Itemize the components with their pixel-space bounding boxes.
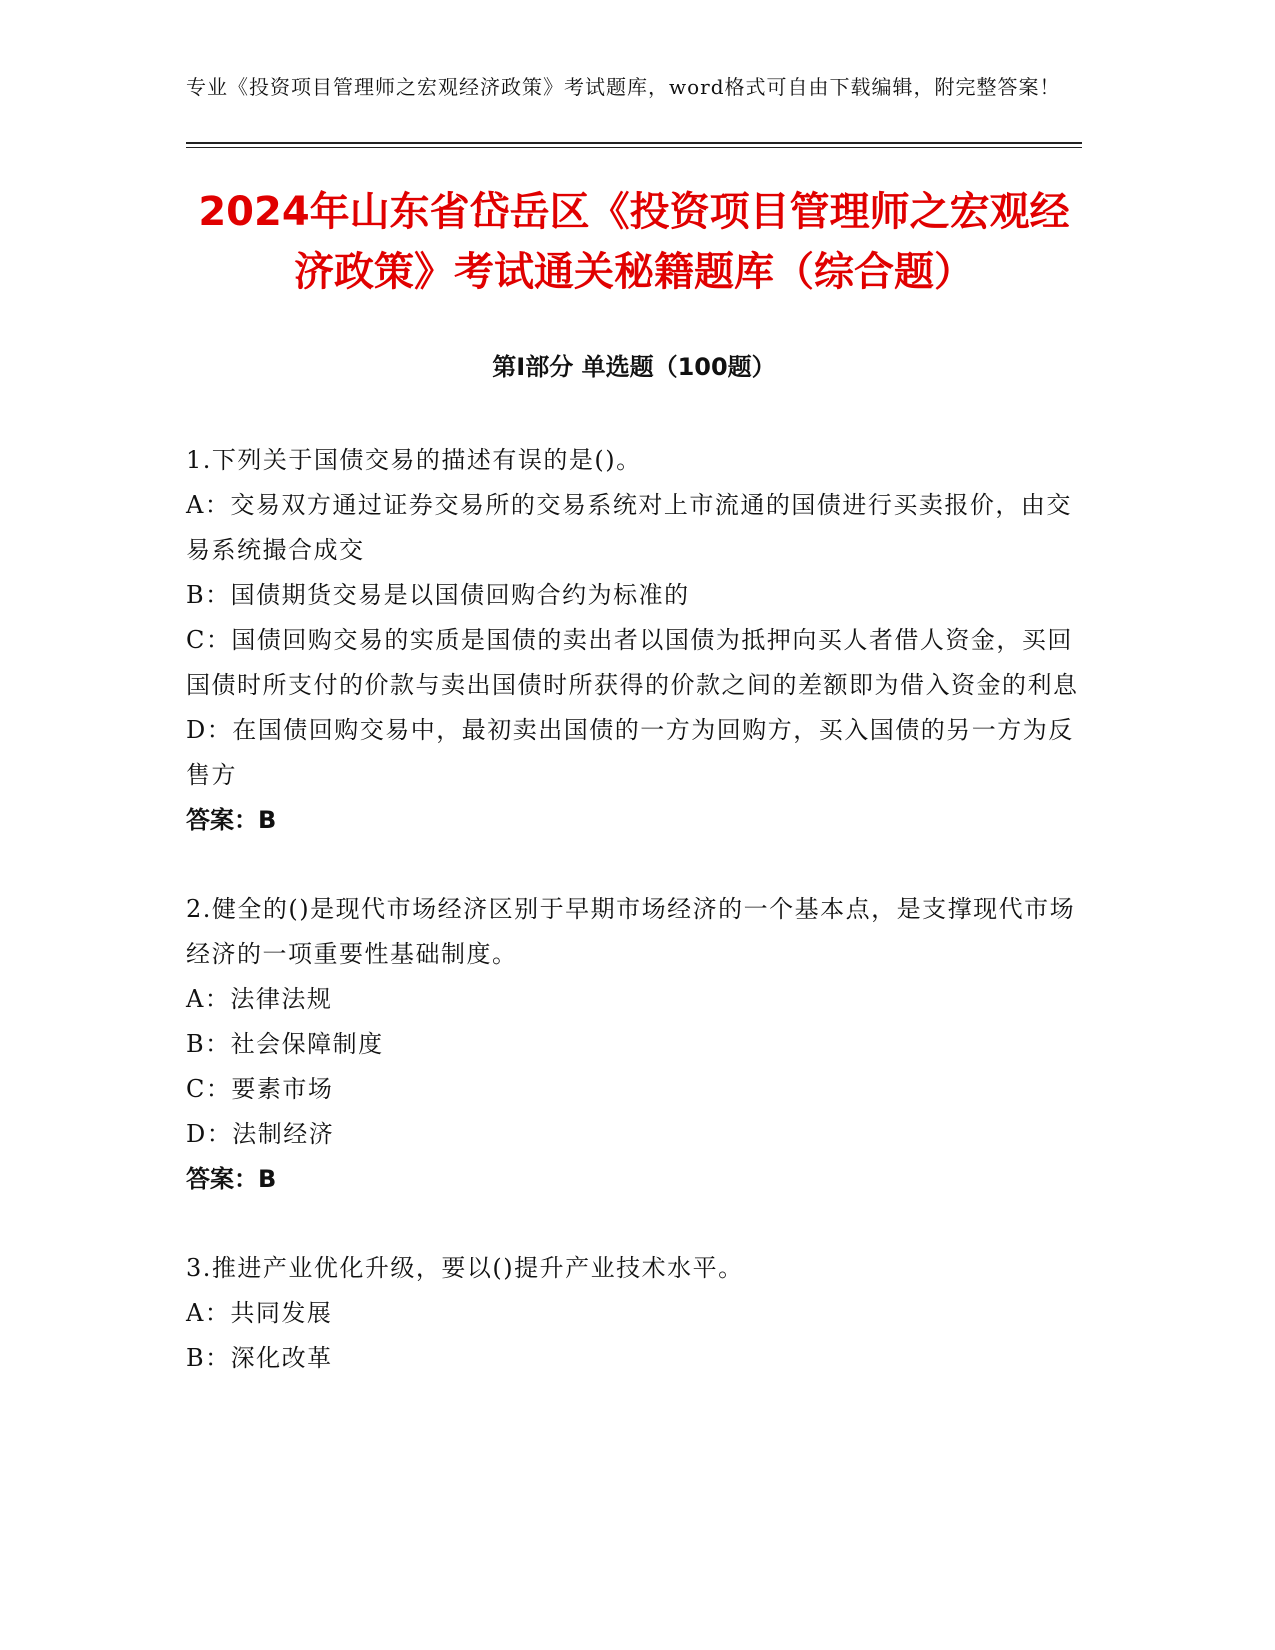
question-option-b: B：社会保障制度 [186,1030,384,1058]
question-item [186,1246,1082,1381]
document-page [186,70,1082,1425]
section-title: 第I部分 单选题（100题） [492,353,776,381]
question-option-a: A：交易双方通过证券交易所的交易系统对上市流通的国债进行买卖报价，由交易系统撮合成交 [186,491,1072,564]
question-answer: 答案：B [186,806,277,834]
question-stem: 3.推进产业优化升级，要以()提升产业技术水平。 [186,1254,744,1282]
question-stem: 1.下列关于国债交易的描述有误的是()。 [186,446,642,474]
question-answer: 答案：B [186,1165,277,1193]
question-option-b: B：国债期货交易是以国债回购合约为标准的 [186,581,690,609]
question-option-a: A：法律法规 [186,985,333,1013]
question-option-c: C：要素市场 [186,1075,334,1103]
document-title: 2024年山东省岱岳区《投资项目管理师之宏观经济政策》考试通关秘籍题库（综合题） [198,189,1070,295]
header-divider-thin [186,147,1082,148]
question-option-d: D：法制经济 [186,1120,335,1148]
question-item [186,887,1082,1202]
header-divider-thick [186,142,1082,144]
question-option-a: A：共同发展 [186,1299,333,1327]
question-list [186,438,1082,1381]
question-stem: 2.健全的()是现代市场经济区别于早期市场经济的一个基本点，是支撑现代市场经济的一项重要性基础制度。 [186,895,1076,968]
question-option-d: D：在国债回购交易中，最初卖出国债的一方为回购方，买入国债的另一方为反售方 [186,716,1074,789]
header-note: 专业《投资项目管理师之宏观经济政策》考试题库，word格式可自由下载编辑，附完整答案！ [186,75,1061,99]
question-item [186,438,1082,843]
question-option-c: C：国债回购交易的实质是国债的卖出者以国债为抵押向买人者借人资金，买回国债时所支付的价款与卖出国债时所获得的价款之间的差额即为借入资金的利息 [186,626,1079,699]
question-option-b: B：深化改革 [186,1344,333,1372]
